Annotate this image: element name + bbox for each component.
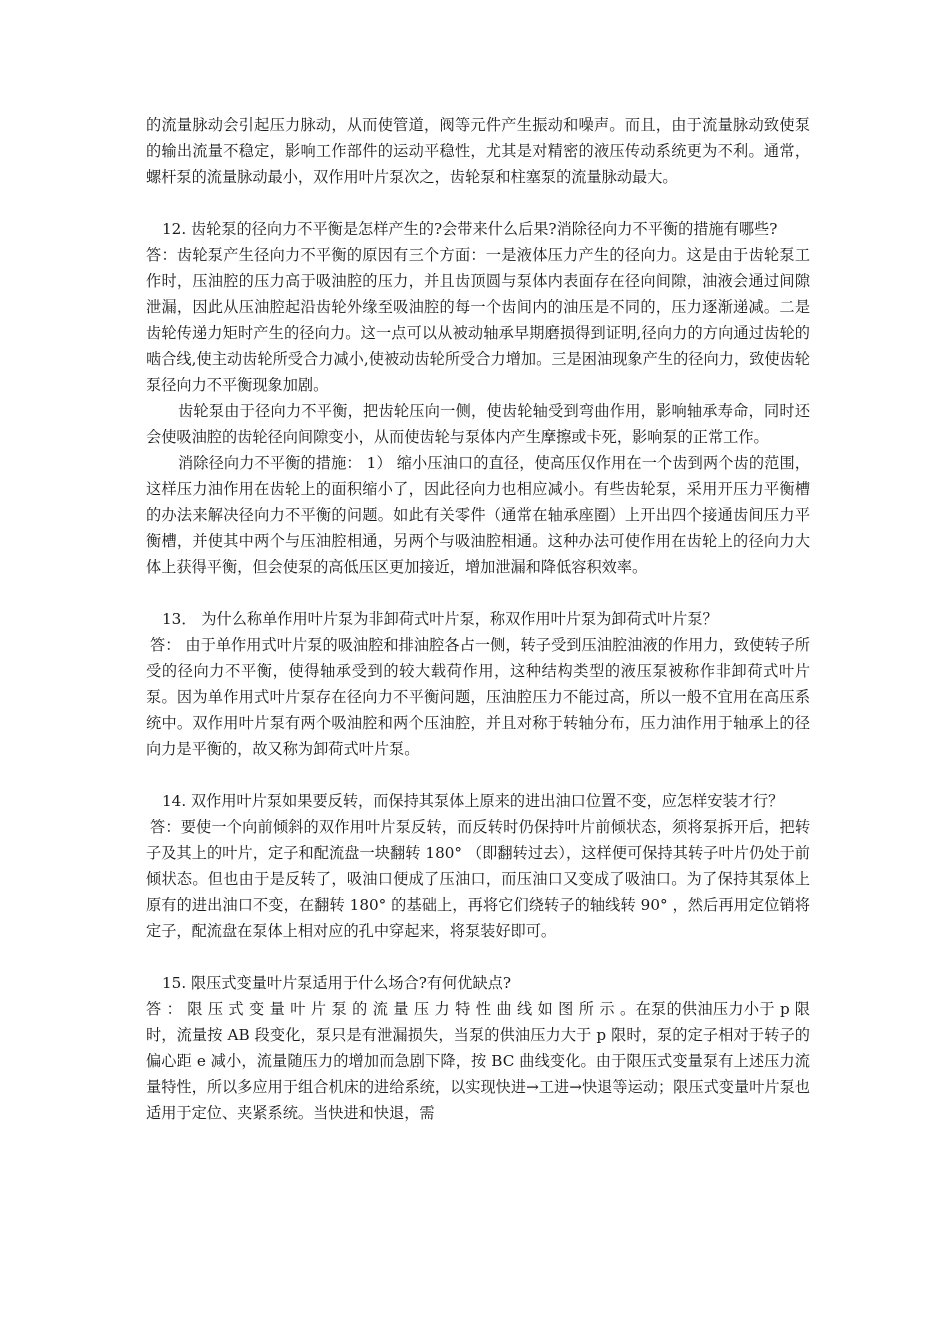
- answer-14: 答：要使一个向前倾斜的双作用叶片泵反转，而反转时仍保持叶片前倾状态，须将泵拆开后，把转子及其上的叶片，定子和配流盘一块翻转 180° （即翻转过去），这样便可保持其转子叶片仍处于前倾状态。但也由于是反转了，吸油口便成了压油口，而压油口又变成了吸油口。为了保持其泵体上原有的进出油口不变，在翻转 180° 的基础上，再将它们绕转子的轴线转 90° ，然后再用定位销将定子，配流盘在泵体上相对应的孔中穿起来，将泵装好即可。: [146, 818, 810, 940]
- question-12: 12. 齿轮泵的径向力不平衡是怎样产生的?会带来什么后果?消除径向力不平衡的措施有哪些?: [162, 220, 778, 238]
- answer-13: 答： 由于单作用式叶片泵的吸油腔和排油腔各占一侧，转子受到压油腔油液的作用力，致使转子所受的径向力不平衡，使得轴承受到的较大载荷作用，这种结构类型的液压泵被称作非卸荷式叶片泵。因为单作用式叶片泵存在径向力不平衡问题，压油腔压力不能过高，所以一般不宜用在高压系统中。双作用叶片泵有两个吸油腔和两个压油腔，并且对称于转轴分布，压力油作用于轴承上的径向力是平衡的，故又称为卸荷式叶片泵。: [146, 636, 810, 758]
- answer-15: 答 ： 限 压 式 变 量 叶 片 泵 的 流 量 压 力 特 性 曲 线 如 图 所 示 。在泵的供油压力小于 p 限时，流量按 AB 段变化，泵只是有泄漏损失，当泵的供油压力大于 p 限时，泵的定子相对于转子的偏心距 e 减小，流量随压力的增加而急剧下降，按 BC 曲线变化。由于限压式变量泵有上述压力流量特性，所以多应用于组合机床的进给系统，以实现快进→工进→快退等运动；限压式变量叶片泵也适用于定位、夹紧系统。当快进和快退，需: [146, 1000, 810, 1122]
- document-page: [146, 112, 810, 1126]
- question-14: 14. 双作用叶片泵如果要反转，而保持其泵体上原来的进出油口位置不变，应怎样安装才行？: [162, 792, 784, 810]
- spacer: [146, 762, 810, 788]
- answer-12-part3: 消除径向力不平衡的措施： 1） 缩小压油口的直径，使高压仅作用在一个齿到两个齿的范围，这样压力油作用在齿轮上的面积缩小了，因此径向力也相应减小。有些齿轮泵，采用开压力平衡槽的办法来解决径向力不平衡的问题。如此有关零件（通常在轴承座圈）上开出四个接通齿间压力平衡槽，并使其中两个与压油腔相通，另两个与吸油腔相通。这种办法可使作用在齿轮上的径向力大体上获得平衡，但会使泵的高低压区更加接近，增加泄漏和降低容积效率。: [146, 454, 810, 576]
- question-15: 15. 限压式变量叶片泵适用于什么场合?有何优缺点?: [162, 974, 512, 992]
- spacer: [146, 580, 810, 606]
- spacer: [146, 944, 810, 970]
- answer-12-part1: 答：齿轮泵产生径向力不平衡的原因有三个方面：一是液体压力产生的径向力。这是由于齿轮泵工作时，压油腔的压力高于吸油腔的压力，并且齿顶圆与泵体内表面存在径向间隙，油液会通过间隙泄漏，因此从压油腔起沿齿轮外缘至吸油腔的每一个齿间内的油压是不同的，压力逐渐递减。二是齿轮传递力矩时产生的径向力。这一点可以从被动轴承早期磨损得到证明,径向力的方向通过齿轮的啮合线,使主动齿轮所受合力减小,使被动齿轮所受合力增加。三是困油现象产生的径向力，致使齿轮泵径向力不平衡现象加剧。: [146, 246, 810, 394]
- answer-12-part2: 齿轮泵由于径向力不平衡，把齿轮压向一侧，使齿轮轴受到弯曲作用，影响轴承寿命，同时还会使吸油腔的齿轮径向间隙变小，从而使齿轮与泵体内产生摩擦或卡死，影响泵的正常工作。: [146, 402, 810, 446]
- question-13: 13． 为什么称单作用叶片泵为非卸荷式叶片泵，称双作用叶片泵为卸荷式叶片泵？: [162, 610, 718, 628]
- paragraph-intro: 的流量脉动会引起压力脉动，从而使管道，阀等元件产生振动和噪声。而且，由于流量脉动致使泵的输出流量不稳定，影响工作部件的运动平稳性，尤其是对精密的液压传动系统更为不利。通常，螺杆泵的流量脉动最小，双作用叶片泵次之，齿轮泵和柱塞泵的流量脉动最大。: [146, 116, 810, 186]
- spacer: [146, 190, 810, 216]
